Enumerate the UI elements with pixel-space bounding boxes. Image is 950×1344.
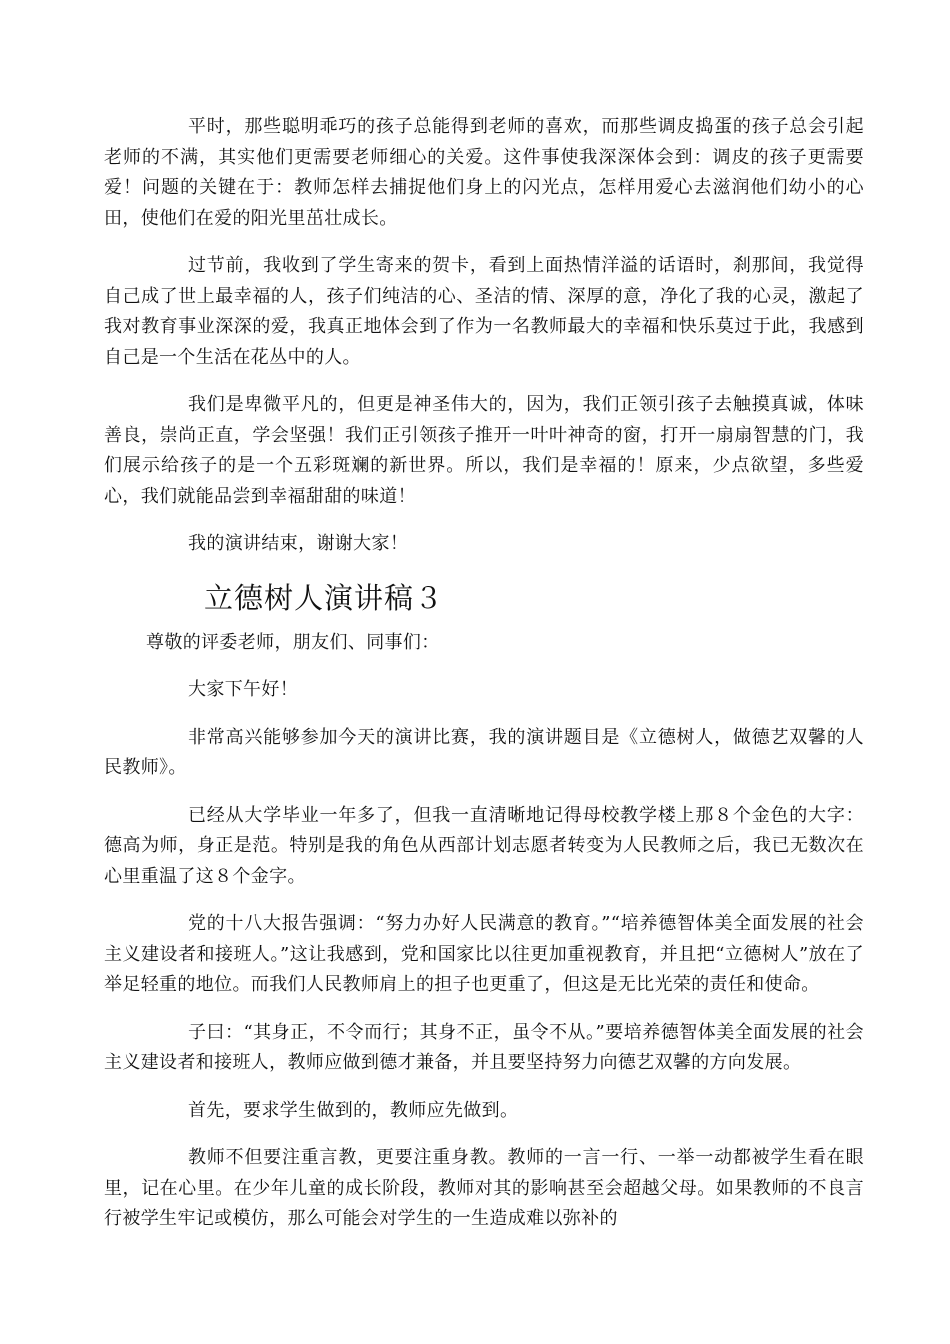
paragraph: 我们是卑微平凡的，但更是神圣伟大的，因为，我们正领引孩子去触摸真诚，体味善良，崇尚正直，学会坚强！我们正引领孩子推开一叶叶神奇的窗，打开一扇扇智慧的门，我们展示给孩子的是一个五彩斑斓的新世界。所以，我们是幸福的！原来，少点欲望，多些爱心，我们就能品尝到幸福甜甜的味道！ (104, 394, 864, 507)
paragraph: 子曰：“其身正，不令而行；其身不正，虽令不从。”要培养德智体美全面发展的社会主义建设者和接班人，教师应做到德才兼备，并且要坚持努力向德艺双馨的方向发展。 (104, 1021, 864, 1073)
paragraph: 党的十八大报告强调：“努力办好人民满意的教育。”“培养德智体美全面发展的社会主义建设者和接班人。”这让我感到，党和国家比以往更加重视教育，并且把“立德树人”放在了举足轻重的地位。而我们人民教师肩上的担子也更重了，但这是无比光荣的责任和使命。 (104, 913, 864, 995)
document-page (104, 112, 864, 1252)
closing-line: 我的演讲结束，谢谢大家！ (188, 533, 409, 554)
salutation: 尊敬的评委老师，朋友们、同事们： (146, 631, 440, 653)
paragraph: 过节前，我收到了学生寄来的贺卡，看到上面热情洋溢的话语时，刹那间，我觉得自己成了世上最幸福的人，孩子们纯洁的心、圣洁的情、深厚的意，净化了我的心灵，激起了我对教育事业深深的爱，我真正地体会到了作为一名教师最大的幸福和快乐莫过于此，我感到自己是一个生活在花丛中的人。 (104, 255, 864, 368)
section-heading: 立德树人演讲稿３ (204, 580, 445, 615)
paragraph: 非常高兴能够参加今天的演讲比赛，我的演讲题目是《立德树人，做德艺双馨的人民教师》。 (104, 726, 864, 778)
greeting: 大家下午好！ (188, 679, 299, 700)
paragraph: 首先，要求学生做到的，教师应先做到。 (188, 1099, 519, 1121)
paragraph: 教师不但要注重言教，更要注重身教。教师的一言一行、一举一动都被学生看在眼里，记在心里。在少年儿童的成长阶段，教师对其的影响甚至会超越父母。如果教师的不良言行被学生牢记或模仿，那么可能会对学生的一生造成难以弥补的 (104, 1147, 864, 1229)
paragraph: 平时，那些聪明乖巧的孩子总能得到老师的喜欢，而那些调皮捣蛋的孩子总会引起老师的不满，其实他们更需要老师细心的关爱。这件事使我深深体会到：调皮的孩子更需要爱！问题的关键在于：教师怎样去捕捉他们身上的闪光点，怎样用爱心去滋润他们幼小的心田，使他们在爱的阳光里茁壮成长。 (104, 116, 864, 229)
paragraph: 已经从大学毕业一年多了，但我一直清晰地记得母校教学楼上那８个金色的大字：德高为师，身正是范。特别是我的角色从西部计划志愿者转变为人民教师之后，我已无数次在心里重温了这８个金字。 (104, 804, 864, 887)
